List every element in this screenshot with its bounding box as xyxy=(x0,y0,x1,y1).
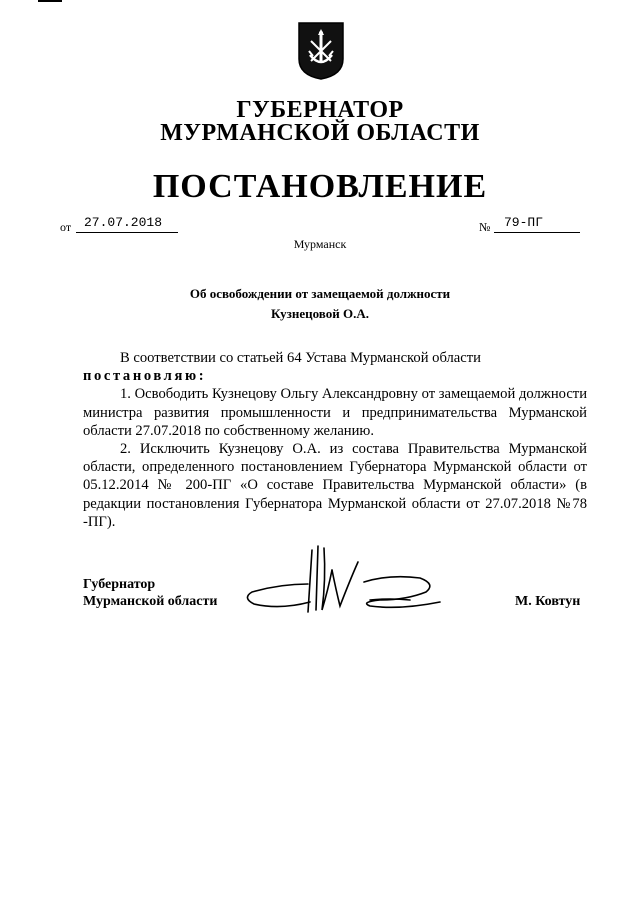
org-title-line2: МУРМАНСКОЙ ОБЛАСТИ xyxy=(160,120,480,146)
org-title-line1: ГУБЕРНАТОР xyxy=(236,97,404,123)
scan-edge-mark xyxy=(38,0,62,2)
document-type: ПОСТАНОВЛЕНИЕ xyxy=(152,168,488,205)
signer-role-line1: Губернатор xyxy=(83,577,156,592)
date-label: от xyxy=(60,220,72,234)
coat-of-arms-icon xyxy=(297,21,345,81)
intro-text: В соответствии со статьей 64 Устава Мурманской области xyxy=(120,350,481,366)
subject-line2: Кузнецовой О.А. xyxy=(271,306,369,321)
item-1: 1. Освободить Кузнецову Ольгу Александровну от замещаемой должности министра развития промышленности и предпринимательства Мурманской области 27.07.2018 по собственному желанию. xyxy=(83,386,587,439)
date-field: 27.07.2018 xyxy=(76,215,178,233)
intro-paragraph xyxy=(83,349,587,367)
city-name: Мурманск xyxy=(293,237,347,251)
resolve-word: постановляю: xyxy=(83,368,207,385)
number-field: 79-ПГ xyxy=(494,215,580,233)
signer-role-line2: Мурманской области xyxy=(83,594,218,609)
resolve-paragraph xyxy=(83,367,587,385)
signer-name: М. Ковтун xyxy=(515,594,581,609)
subject-line1: Об освобождении от замещаемой должности xyxy=(189,286,451,301)
item-2: 2. Исключить Кузнецову О.А. из состава Правительства Мурманской области, определенного постановлением Губернатора Мурманской области от 05.12.2014 № 200-ПГ «О составе Правительства Мурманской области» (в редакции постановления Губернатора Мурманской области от 27.07.2018 №78 -ПГ). xyxy=(83,441,587,530)
handwritten-signature xyxy=(240,540,460,620)
number-label: № xyxy=(479,220,491,234)
document-body xyxy=(83,349,587,531)
